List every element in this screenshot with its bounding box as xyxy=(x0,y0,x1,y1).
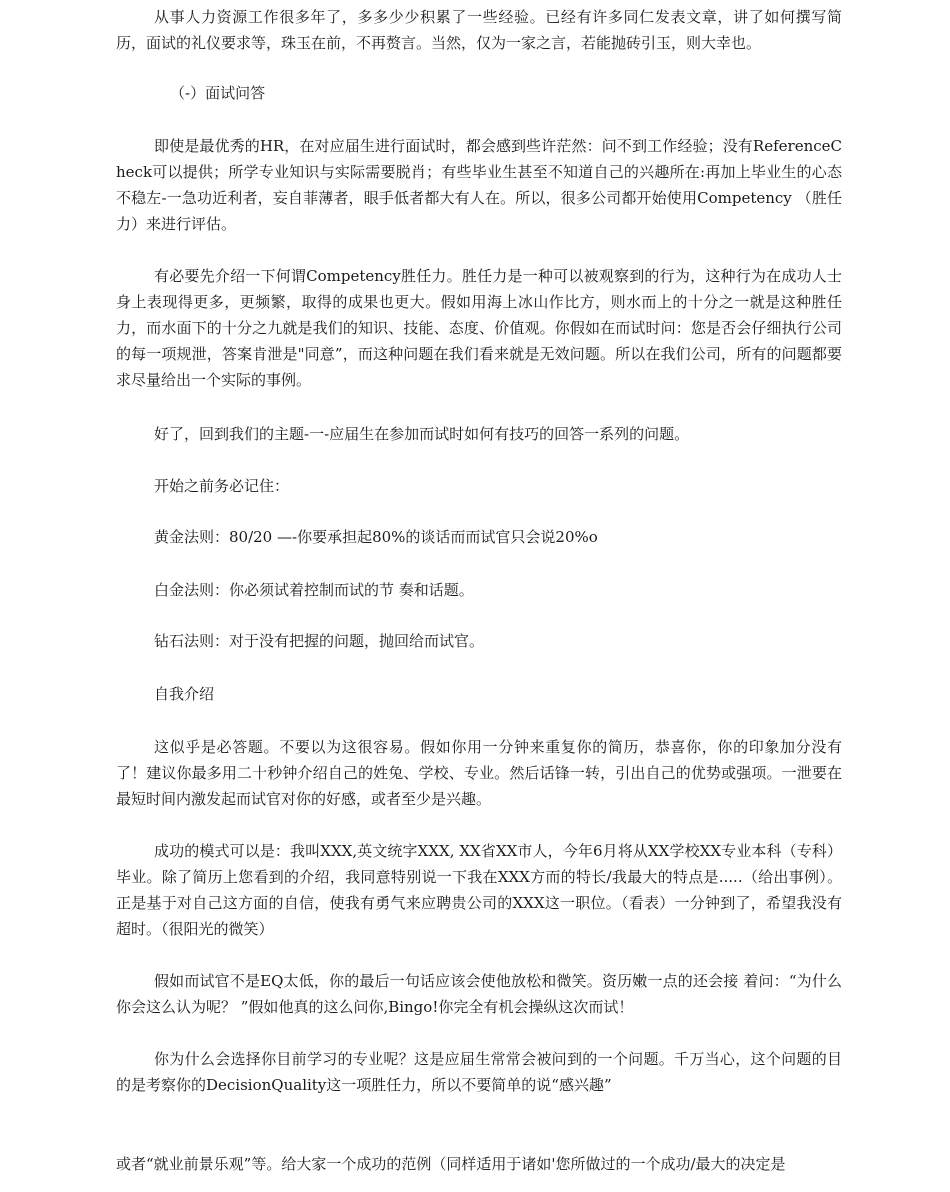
paragraph-why-major: 你为什么会选择你目前学习的专业呢？这是应届生常常会被问到的一个问题。千万当心，这个问题的目的是考察你的DecisionQuality这一项胜任力，所以不要简单的说“感兴趣” xyxy=(116,1050,842,1094)
paragraph-remember: 开始之前务必记住： xyxy=(154,477,290,495)
paragraph-self-intro-advice: 这似乎是必答题。不要以为这很容易。假如你用一分钟来重复你的简历，恭喜你，你的印象加分没有了！建议你最多用二十秒钟介绍自己的姓兔、学校、专业。然后话锋一转，引出自己的优势或强项。一泄要在最短时间内激发起而试官对你的好感，或者至少是兴趣。 xyxy=(116,738,842,808)
paragraph-eq-follow-up: 假如而试官不是EQ太低，你的最后一句话应该会使他放松和微笑。资历嫩一点的还会接 着问：“为什么你会这么认为呢？ ”假如他真的这么问你,Bingo!你完全有机会操纵这次而试！ xyxy=(116,972,842,1016)
rule-diamond: 钻石法则：对于没有把握的问题，抛回给而试官。 xyxy=(154,632,485,650)
intro-paragraph: 从事人力资源工作很多年了，多多少少积累了一些经验。已经有许多同仁发表文章，讲了如何撰写简历，面试的礼仪要求等，珠玉在前，不再赘言。当然，仅为一家之言，若能抛砖引玉，则大幸也。 xyxy=(116,8,842,52)
rule-gold: 黄金法则：80/20 —-你要承担起80%的谈话而而试官只会说20%o xyxy=(154,528,598,546)
paragraph-hr-challenges: 即使是最优秀的HR，在对应届生进行面试时，都会感到些许茫然：问不到工作经验；没有ReferenceCheck可以提供；所学专业知识与实际需要脱肖；有些毕业生甚至不知道自己的兴趣所在:再加上毕业生的心态不稳左-一急功近利者，妄自菲薄者，眼手低者都大有人在。所以，很多公司都开始使用Competency （胜任力）来进行评估。 xyxy=(116,137,842,233)
section-heading-self-intro: 自我介绍 xyxy=(154,685,215,703)
paragraph-success-template: 成功的模式可以是：我叫XXX,英文统字XXX, XX省XX市人，今年6月将从XX学校XX专业本科（专科）毕业。除了简历上您看到的介绍，我同意特别说一下我在XXX方而的特长/我最大的特点是.....（给出事例）。正是基于对自己这方面的自信，使我有勇气来应聘贵公司的XXX这一职位。（看表）一分钟到了，希望我没有超时。（很阳光的微笑） xyxy=(116,842,842,938)
paragraph-continued: 或者“就业前景乐观”等。给大家一个成功的范例（同样适用于诸如'您所做过的一个成功/最大的决定是 xyxy=(116,1155,786,1173)
paragraph-back-to-topic: 好了，回到我们的主题-一-应届生在参加而试时如何有技巧的回答一系列的问题。 xyxy=(154,425,690,443)
section-heading-interview-qa: （-）面试问答 xyxy=(170,84,266,102)
rule-platinum: 白金法则：你必须试着控制而试的节 奏和话题。 xyxy=(154,581,474,599)
paragraph-competency-definition: 有必要先介绍一下何谓Competency胜任力。胜任力是一种可以被观察到的行为，这种行为在成功人士身上表现得更多，更频繁，取得的成果也更大。假如用海上冰山作比方，则水而上的十分之一就是这种胜任力，而水面下的十分之九就是我们的知识、技能、态度、价值观。你假如在而试时问：您是否会仔细执行公司的每一项规泄，答案肯泄是"同意”，而这种问题在我们看来就是无效问题。所以在我们公司，所有的问题都要求尽量给出一个实际的事例。 xyxy=(116,267,842,389)
